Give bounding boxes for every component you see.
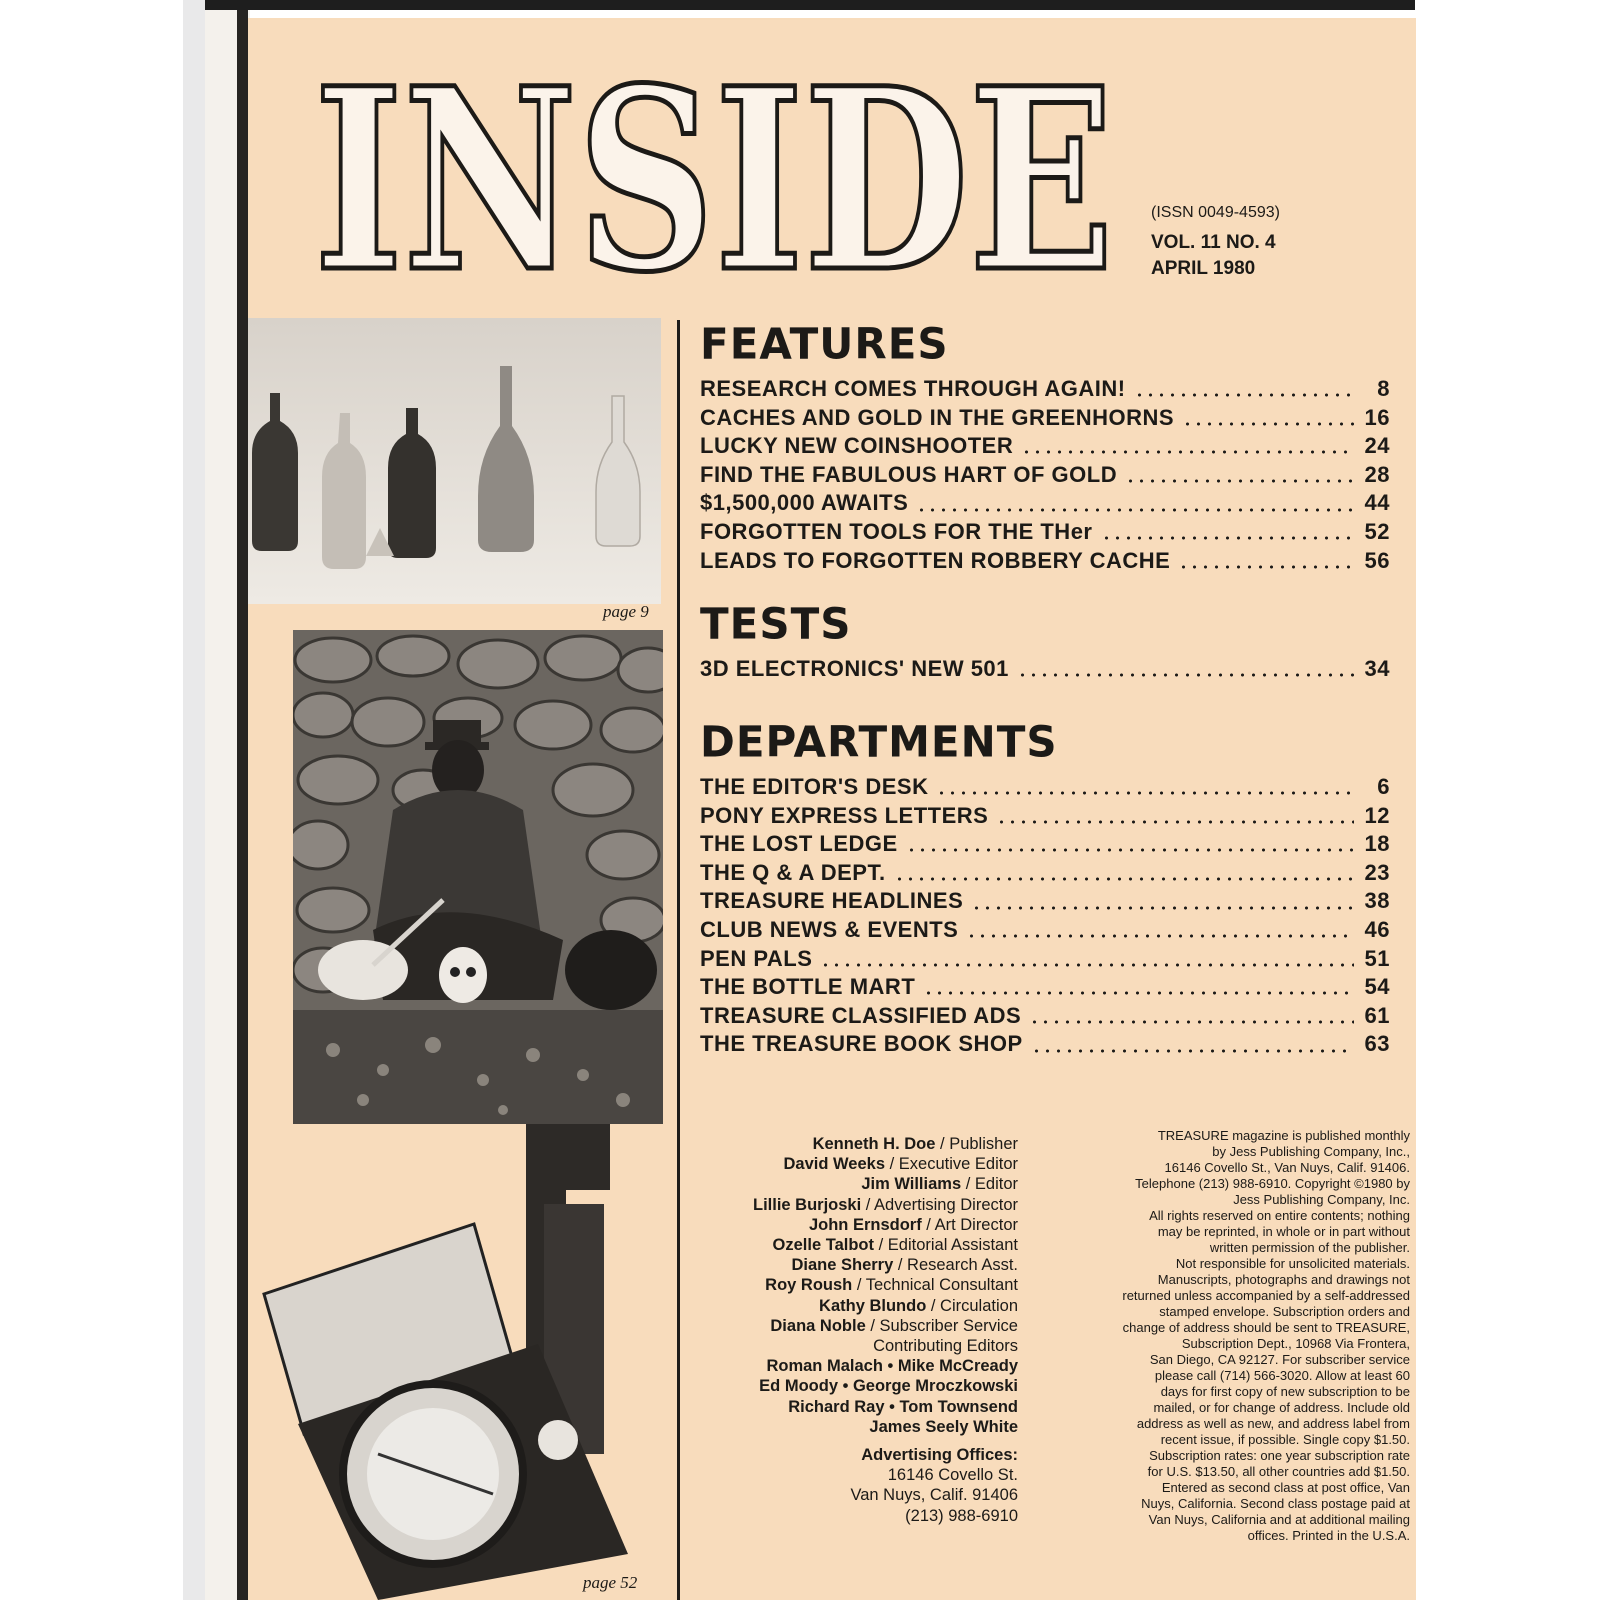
staff-member: Diane Sherry / Research Asst. [791,1256,1018,1275]
publication-info-line: address as well as new, and address label from [1136,1416,1410,1431]
toc-title: TREASURE CLASSIFIED ADS [700,1002,1022,1028]
masthead-title: INSIDE [314,40,1114,300]
advertising-address-line: Van Nuys, Calif. 91406 [850,1486,1018,1505]
toc-list [700,376,1390,576]
publication-info-line: Not responsible for unsolicited materials. [1175,1256,1410,1271]
staff-member: Lillie Burjoski / Advertising Director [752,1195,1018,1214]
dot-leader [1182,422,1354,426]
toc-title: THE TREASURE BOOK SHOP [700,1031,1023,1057]
toc-page-number: 23 [1364,859,1390,885]
advertising-offices [688,1445,1018,1526]
dot-leader [1134,393,1354,397]
staff-role: Circulation [940,1296,1018,1315]
staff-member: Ozelle Talbot / Editorial Assistant [772,1236,1018,1255]
publication-info-line: returned unless accompanied by a self-addressed [1122,1288,1410,1303]
publication-info-line: All rights reserved on entire contents; nothing [1149,1208,1410,1223]
toc-title: THE LOST LEDGE [700,831,898,857]
toc-title: CACHES AND GOLD IN THE GREENHORNS [700,404,1175,430]
compass-photo [258,1124,668,1600]
toc-page-number: 44 [1364,490,1390,516]
staff-member: John Ernsdorf / Art Director [808,1215,1018,1234]
publication-info [1048,1128,1410,1544]
toc-entry [700,433,1390,462]
toc-page-number: 38 [1364,888,1390,914]
toc-entry [700,946,1390,975]
toc-title: 3D ELECTRONICS' NEW 501 [700,656,1009,681]
dot-leader [971,906,1354,910]
issn: (ISSN 0049-4593) [1151,204,1280,221]
section-heading: TESTS [700,598,852,649]
advertising-phone: (213) 988-6910 [905,1506,1018,1525]
section-heading: DEPARTMENTS [700,716,1058,767]
publication-info-line: Manuscripts, photographs and drawings not [1157,1272,1410,1287]
publication-info-line: stamped envelope. Subscription orders and [1159,1304,1410,1319]
advertising-address-line: 16146 Covello St. [887,1466,1018,1485]
advertising-heading: Advertising Offices: [861,1446,1018,1465]
toc-entry [700,860,1390,889]
publication-info-line: mailed, or for change of address. Include old [1153,1400,1410,1415]
staff-member: Kathy Blundo / Circulation [819,1296,1018,1315]
toc-entry [700,405,1390,434]
staff-name: Jim Williams [861,1175,962,1194]
dot-leader [1031,1049,1354,1053]
staff-member: Kenneth H. Doe / Publisher [812,1135,1018,1153]
top-edge-band [183,0,1415,10]
toc-entry [700,490,1390,519]
publication-info-line: Jess Publishing Company, Inc. [1233,1192,1410,1207]
photo-caption: page 9 [603,602,649,621]
publication-info-line: please call (714) 566-3020. Allow at least 60 [1154,1368,1410,1383]
toc-entry [700,888,1390,917]
contributing-editors-row: Ed Moody • George Mroczkowski [759,1377,1018,1396]
toc-entry [700,774,1390,803]
column-divider [677,320,680,1600]
staff-role: Editor [974,1175,1018,1194]
toc-page-number: 63 [1364,1031,1390,1057]
dot-leader [923,991,1354,995]
toc-page-number: 8 [1377,376,1390,401]
dot-leader [1017,673,1354,677]
toc-entry [700,1031,1390,1060]
staff-name: Kathy Blundo [819,1296,927,1315]
publication-info-line: change of address should be sent to TREASURE, [1122,1320,1410,1335]
toc-title: $1,500,000 AWAITS [700,490,909,516]
departments-section [700,718,1390,1060]
issue-date: APRIL 1980 [1151,258,1256,279]
publication-info-line: San Diego, CA 92127. For subscriber service [1149,1352,1410,1367]
toc-entry [700,548,1390,577]
dot-leader [1029,1020,1354,1024]
staff-name: John Ernsdorf [808,1215,922,1234]
toc-title: LUCKY NEW COINSHOOTER [700,433,1014,459]
toc-title: THE BOTTLE MART [700,974,916,1000]
bottles-photo [248,318,661,604]
features-section [700,320,1390,576]
toc-title: TREASURE HEADLINES [700,888,964,914]
publication-info-line: written permission of the publisher. [1209,1240,1410,1255]
contributing-editors-row: Roman Malach • Mike McCready [766,1357,1018,1376]
contents-page [248,18,1416,1600]
toc-entry [700,803,1390,832]
publication-info-line: Entered as second class at post office, Van [1161,1480,1410,1495]
photo-caption: page 52 [583,1573,638,1592]
toc-title: RESEARCH COMES THROUGH AGAIN! [700,376,1126,401]
staff-name: Ozelle Talbot [772,1236,874,1255]
toc-page-number: 6 [1377,774,1390,799]
staff-role: Advertising Director [874,1195,1018,1214]
toc-page-number: 34 [1364,656,1390,681]
toc-page-number: 16 [1364,404,1390,430]
volume-number: VOL. 11 NO. 4 [1151,232,1276,253]
toc-title: FORGOTTEN TOOLS FOR THE THer [700,518,1093,544]
staff-name: Diane Sherry [791,1256,894,1275]
publication-info-line: for U.S. $13.50, all other countries add $1.50. [1147,1464,1410,1479]
staff-member: Roy Roush / Technical Consultant [765,1276,1018,1295]
dot-leader [894,877,1354,881]
publication-info-line: by Jess Publishing Company, Inc., [1212,1144,1410,1159]
publication-info-line: Subscription rates: one year subscription rate [1149,1448,1410,1463]
staff-name: Lillie Burjoski [752,1195,862,1214]
staff-role: Publisher [949,1135,1018,1153]
dot-leader [906,848,1354,852]
dot-leader [996,820,1354,824]
staff-name: Kenneth H. Doe [812,1135,936,1153]
contributing-editors-heading: Contributing Editors [873,1337,1018,1356]
toc-title: LEADS TO FORGOTTEN ROBBERY CACHE [700,547,1171,573]
toc-page-number: 24 [1364,433,1390,459]
inside-masthead [308,40,1128,300]
dot-leader [966,934,1354,938]
dot-leader [916,508,1354,512]
toc-title: PONY EXPRESS LETTERS [700,802,989,828]
publication-info-line: Telephone (213) 988-6910. Copyright ©1980 by [1135,1176,1410,1191]
staff-member: Diana Noble / Subscriber Service [770,1316,1018,1335]
digger-photo [293,630,663,1130]
toc-page-number: 51 [1364,945,1390,971]
toc-entry [700,831,1390,860]
dot-leader [1178,565,1354,569]
staff-member: Jim Williams / Editor [861,1175,1018,1194]
toc-entry [700,1003,1390,1032]
toc-entry [700,519,1390,548]
dot-leader [820,963,1354,967]
tests-section [700,600,1390,685]
publication-info-line: recent issue, if possible. Single copy $1.50. [1160,1432,1410,1447]
page-fold [183,0,205,1600]
toc-title: THE EDITOR'S DESK [700,774,929,799]
staff-role: Technical Consultant [865,1276,1018,1295]
staff-name: Roy Roush [765,1276,853,1295]
publication-info-line: Van Nuys, California and at additional mailing [1148,1512,1410,1527]
toc-entry [700,974,1390,1003]
contributing-editors-row: Richard Ray • Tom Townsend [788,1397,1018,1416]
toc-page-number: 28 [1364,461,1390,487]
publication-info-line: TREASURE magazine is published monthly [1157,1128,1410,1143]
toc-page-number: 56 [1364,547,1390,573]
staff-name: Diana Noble [770,1316,866,1335]
staff-role: Research Asst. [907,1256,1018,1275]
staff-role: Art Director [934,1215,1018,1234]
toc-entry [700,656,1390,685]
toc-entry [700,376,1390,405]
staff-name: David Weeks [783,1155,885,1174]
dot-leader [1021,450,1354,454]
toc-title: CLUB NEWS & EVENTS [700,916,959,942]
toc-page-number: 18 [1364,831,1390,857]
contributing-editors-row: James Seely White [869,1417,1018,1436]
publication-info-line: may be reprinted, in whole or in part without [1157,1224,1410,1239]
dot-leader [936,791,1354,795]
publication-info-line: Subscription Dept., 10968 Via Frontera, [1181,1336,1410,1351]
publication-info-line: 16146 Covello St., Van Nuys, Calif. 91406. [1164,1160,1410,1175]
toc-page-number: 12 [1364,802,1390,828]
toc-entry [700,462,1390,491]
staff-role: Executive Editor [898,1155,1018,1174]
toc-page-number: 54 [1364,974,1390,1000]
binding-spine [237,10,248,1600]
toc-entry [700,917,1390,946]
toc-title: PEN PALS [700,945,813,971]
section-heading: FEATURES [700,318,949,369]
publication-info-line: Nuys, California. Second class postage paid at [1141,1496,1410,1511]
staff-role: Editorial Assistant [887,1236,1018,1255]
dot-leader [1125,479,1354,483]
toc-page-number: 46 [1364,916,1390,942]
toc-page-number: 61 [1364,1002,1390,1028]
toc-page-number: 52 [1364,518,1390,544]
toc-title: FIND THE FABULOUS HART OF GOLD [700,461,1118,487]
publication-info-line: offices. Printed in the U.S.A. [1247,1528,1410,1543]
staff-member: David Weeks / Executive Editor [783,1155,1018,1174]
staff-role: Subscriber Service [879,1316,1018,1335]
toc-title: THE Q & A DEPT. [700,859,886,885]
staff-list [688,1134,1018,1526]
publication-info-line: days for first copy of new subscription to be [1160,1384,1410,1399]
dot-leader [1101,536,1355,540]
